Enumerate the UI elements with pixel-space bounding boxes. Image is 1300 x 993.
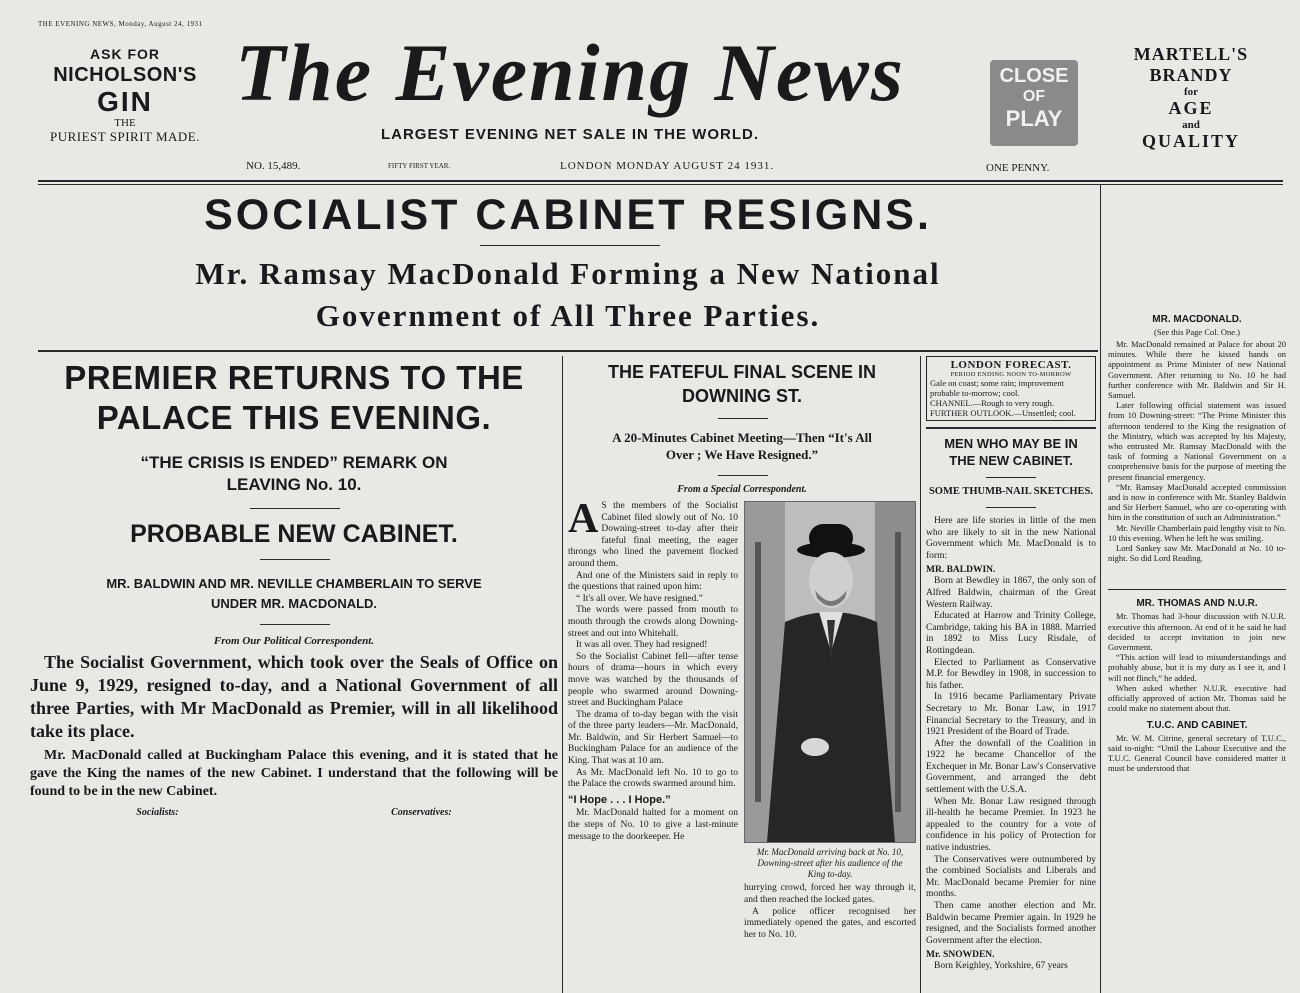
col3-baldwin-bio	[926, 576, 1096, 947]
column-rule-1	[562, 356, 563, 993]
col2-headline-1a: THE FATEFUL FINAL SCENE IN	[607, 362, 876, 382]
issue-year: FIFTY FIRST YEAR.	[388, 162, 451, 170]
right-advertisement	[1106, 44, 1276, 152]
col2-divider-2	[718, 475, 768, 476]
left-ad-line3: GIN	[97, 86, 153, 117]
left-ad-line5: PURIEST SPIRIT MADE.	[49, 129, 201, 144]
stamp-line3: PLAY	[1005, 106, 1063, 131]
col2-subheading: “I Hope . . . I Hope.”	[568, 793, 671, 806]
col1-lead-paragraph: The Socialist Government, which took over the Seals of Office on June 9, 1929, resigned to-day, and a National Government of all three Parties, with Mr MacDonald as Premier, will in all likelihood take its place.	[30, 652, 558, 741]
col4-paragraph-8: When asked whether N.U.R. executive had officially approved of action Mr. Thomas said he could make no statement about that.	[1108, 682, 1286, 714]
col3-divider-1	[986, 477, 1036, 478]
col1-headline-1a: PREMIER RETURNS TO THE	[64, 359, 524, 396]
col2-paragraph-8: As Mr. MacDonald left No. 10 to go to the Palace the crowds swarmed around him.	[568, 767, 738, 790]
macdonald-photo-image	[745, 502, 915, 842]
col3-bio-3: Elected to Parliament as Conservative M.P. for Bewdley in 1908, in succession to his father.	[926, 657, 1096, 691]
col4-text-1	[1108, 339, 1286, 563]
col2-paragraph-5: It was all over. They had resigned!	[576, 640, 708, 651]
col3-bio-1: Born at Bewdley in 1867, the only son of Alfred Baldwin, chairman of the Great Western Railway.	[926, 576, 1096, 610]
right-ad-line2: BRANDY	[1149, 65, 1233, 85]
main-subheadline-2: Government of All Three Parties.	[315, 298, 821, 333]
col4-see-note: (See this Page Col. One.)	[1154, 327, 1240, 337]
column-3-story	[926, 356, 1096, 973]
masthead-tagline: LARGEST EVENING NET SALE IN THE WORLD.	[380, 126, 759, 143]
col1-headline-2a: “THE CRISIS IS ENDED” REMARK ON	[140, 453, 448, 472]
col1-byline: From Our Political Correspondent.	[213, 635, 375, 647]
left-ad-line2: NICHOLSON'S	[53, 64, 197, 86]
masthead-topline: THE EVENING NEWS, Monday, August 24, 1931	[38, 20, 203, 28]
close-of-play-stamp	[990, 60, 1078, 146]
col1-headline-4a: MR. BALDWIN AND MR. NEVILLE CHAMBERLAIN TO SERVE	[106, 576, 482, 591]
col2-paragraph-4: The words were passed from mouth to mouth through the crowds along Downing-street and out into Whitehall.	[568, 605, 738, 639]
forecast-line-1: Gale on coast; some rain; improvement probable to-morrow; cool.	[930, 378, 1064, 398]
left-ad-line4: THE	[114, 117, 136, 129]
masthead-rule-thin	[38, 184, 1283, 185]
col1-headline-4b: UNDER MR. MACDONALD.	[210, 596, 378, 611]
col4-paragraph-6: Mr. Thomas had 3-hour discussion with N.U.R. executive this afternoon. At end of it he said he had decided to accept invitation to join new Government.	[1108, 611, 1286, 653]
forecast-line-2: CHANNEL.—Rough to very rough.	[930, 398, 1054, 408]
col3-bio-8: Then came another election and Mr. Baldwin became Premier again. In 1929 he resigned, and the Socialists formed another Government after the election.	[926, 901, 1096, 946]
forecast-period: PERIOD ENDING NOON TO-MORROW	[950, 371, 1072, 378]
col4-paragraph-4: Mr. Neville Chamberlain paid lengthy visit to No. 10 this evening. When he left he was smiling.	[1108, 522, 1286, 543]
col2-left-text	[568, 496, 738, 941]
col3-subheading-baldwin: MR. BALDWIN.	[926, 565, 996, 576]
col1-headline-2b: LEAVING No. 10.	[226, 475, 362, 494]
column-1-story	[30, 358, 558, 818]
column-4-story	[1108, 314, 1286, 773]
column-rule-2	[920, 356, 921, 993]
col4-paragraph-1: Mr. MacDonald remained at Palace for about 20 minutes. While there he kissed hands on appointment as Prime Minister of new National Government. After returning to No. 10 he had further conference with Mr. Baldwin and Sir H. Samuel.	[1108, 339, 1286, 401]
col2-headline-2a: A 20-Minutes Cabinet Meeting—Then “It's All	[612, 430, 872, 445]
stamp-line2: OF	[1022, 88, 1046, 105]
forecast-line-3: FURTHER OUTLOOK.—Unsettled; cool.	[930, 408, 1076, 418]
right-ad-line3: for	[1183, 86, 1199, 98]
col2-paragraph-3: “ It's all over. We have resigned.”	[576, 593, 703, 604]
col3-bio-7: The Conservatives were outnumbered by the combined Socialists and Liberals and Mr. MacDonald became Premier for nine months.	[926, 854, 1096, 900]
col1-divider-1	[250, 508, 340, 509]
col2-paragraph-6: So the Socialist Cabinet fell—after tense hours of drama—hours in which every move was watched by the thousands of people who swarmed around Downing-street and Buckingham Palace	[568, 651, 738, 709]
col2-divider-1	[718, 418, 768, 419]
col3-bio-6: When Mr. Bonar Law resigned through ill-health he became Premier. In 1923 he appealed to the country for a vote of confidence in his policy of Protection for native industries.	[926, 796, 1096, 854]
col2-headline-2b: Over ; We Have Resigned.”	[665, 447, 819, 462]
col4-paragraph-9: Mr. W. M. Citrine, general secretary of T.U.C., said to-night: “Until the Labour Executive and the T.U.C. General Council have considered matter it must be understood that	[1108, 732, 1286, 774]
col1-list-conservatives: Conservatives:	[391, 807, 452, 818]
column-rule-3	[1100, 184, 1101, 993]
col4-rule-1	[1108, 589, 1286, 590]
forecast-title: LONDON FORECAST.	[950, 359, 1072, 371]
col3-headline-1a: MEN WHO MAY BE IN	[944, 436, 1078, 451]
right-ad-line1: MARTELL'S	[1133, 44, 1249, 64]
col1-headline-1b: PALACE THIS EVENING.	[96, 399, 492, 436]
right-ad-line4: AGE	[1168, 98, 1214, 118]
col2-paragraph-10: hurrying crowd, forced her way through it, and then reached the locked gates.	[744, 883, 916, 905]
col3-intro: Here are life stories in little of the men who are likely to sit in the new National Government which Mr. MacDonald is to form:	[926, 516, 1096, 561]
col4-headline-1: MR. MACDONALD.	[1152, 314, 1242, 325]
col3-bio-5: After the downfall of the Coalition in 1922 he became Chancellor of the Exchequer in Mr. Bonar Law's Conservative Government, and arranged the debt settlement with the U.S.A.	[926, 738, 1096, 796]
col4-paragraph-3: “Mr. Ramsay MacDonald accepted commission and is now in conference with Mr. Stanley Baldwin and Sir Herbert Samuel, who are co-operating with him in the constitution of such an Administration.”	[1108, 481, 1286, 523]
col2-paragraph-1: AS the members of the Socialist Cabinet filed slowly out of No. 10 Downing-street to-day after their fateful final meeting, the eager throngs who lined the pavement flocked around them.	[568, 496, 738, 569]
issue-number: NO. 15,489.	[246, 160, 301, 172]
col1-headline-3: PROBABLE NEW CABINET.	[130, 520, 458, 548]
masthead-title: The Evening News	[235, 27, 905, 118]
col1-divider-2	[260, 559, 330, 560]
col2-photo-block	[744, 501, 916, 941]
col3-bio-9: Born Keighley, Yorkshire, 67 years	[934, 961, 1068, 972]
col2-paragraph-9: Mr. MacDonald halted for a moment on the steps of No. 10 to give a last-minute message to the doorkeeper. He	[568, 808, 738, 842]
col4-headline-2: MR. THOMAS AND N.U.R.	[1136, 598, 1258, 610]
col2-paragraph-2: And one of the Ministers said in reply to the questions that rained upon him:	[568, 570, 738, 593]
col2-paragraph-11: A police officer recognised her immediately opened the gates, and escorted her to No. 10.	[744, 906, 916, 940]
right-ad-line5: and	[1182, 119, 1200, 131]
col4-paragraph-2: Later following official statement was issued from 10 Downing-street: “The Prime Minister this afternoon tendered to the King the resignation of the Ministry, which was accepted by his Majesty, who entrusted Mr. Ramsay MacDonald with the task of forming a National Government on a comprehensive basis for the purpose of meeting the present financial emergency.	[1108, 400, 1286, 482]
left-ad-line1: ASK FOR	[90, 46, 160, 62]
macdonald-photo	[744, 501, 916, 843]
col2-headline-1b: DOWNING ST.	[682, 386, 802, 406]
left-advertisement	[30, 46, 220, 145]
col3-bio-4: In 1916 became Parliamentary Private Secretary to Mr. Bonar Law, in 1917 Financial Secretary to the Treasury, and in 1921 President of the Board of Trade.	[926, 692, 1096, 738]
london-forecast-box	[926, 356, 1096, 421]
photo-caption: Mr. MacDonald arriving back at No. 10, Downing-street after his audience of the King to-day.	[756, 847, 904, 879]
col3-headline-2: SOME THUMB-NAIL SKETCHES.	[928, 486, 1094, 497]
col1-list-socialists: Socialists:	[136, 807, 179, 818]
col4-text-2	[1108, 611, 1286, 713]
masthead-rule	[38, 180, 1283, 182]
right-ad-line6: QUALITY	[1141, 131, 1240, 151]
col1-body-paragraph: Mr. MacDonald called at Buckingham Palace this evening, and it is stated that he gave the King the names of the new Cabinet. I understand that the following will be found to be in the new Cabinet.	[30, 748, 558, 799]
headline-rule	[38, 350, 1098, 352]
col1-divider-3	[260, 624, 330, 625]
col2-byline: From a Special Correspondent.	[677, 484, 807, 495]
column-2-story	[568, 360, 916, 941]
issue-price: ONE PENNY.	[986, 162, 1050, 174]
col4-paragraph-5: Lord Sankey saw Mr. MacDonald at No. 10 to-night. So did Lord Reading.	[1108, 543, 1286, 564]
col3-rule	[926, 427, 1096, 429]
col4-paragraph-7: “This action will lead to misunderstandings and probably abuse, but it is my duty as I see it, and I will not flinch,” he added.	[1108, 652, 1286, 683]
col4-headline-3: T.U.C. AND CABINET.	[1146, 719, 1248, 731]
masthead	[230, 28, 910, 143]
col3-headline-1b: THE NEW CABINET.	[949, 453, 1073, 468]
issue-date: LONDON MONDAY AUGUST 24 1931.	[560, 160, 775, 172]
col3-subheading-snowden: Mr. SNOWDEN.	[926, 950, 995, 961]
headline-divider	[480, 245, 660, 246]
main-subheadline-1: Mr. Ramsay MacDonald Forming a New National	[195, 256, 941, 291]
col2-paragraph-7: The drama of to-day began with the visit of the three party leaders—Mr. MacDonald, Mr. Baldwin, and Sir Herbert Samuel—to Buckingham Palace for an audience of the King. That was at 10 am.	[568, 709, 738, 767]
main-headline: SOCIALIST CABINET RESIGNS.	[204, 191, 932, 239]
stamp-line1: CLOSE	[999, 65, 1069, 87]
col3-bio-2: Educated at Harrow and Trinity College, Cambridge, taking his BA in 1888. Married in 1892 to Miss Lucy Risdale, of Rottingdean.	[926, 611, 1096, 656]
col3-divider-2	[986, 507, 1036, 508]
